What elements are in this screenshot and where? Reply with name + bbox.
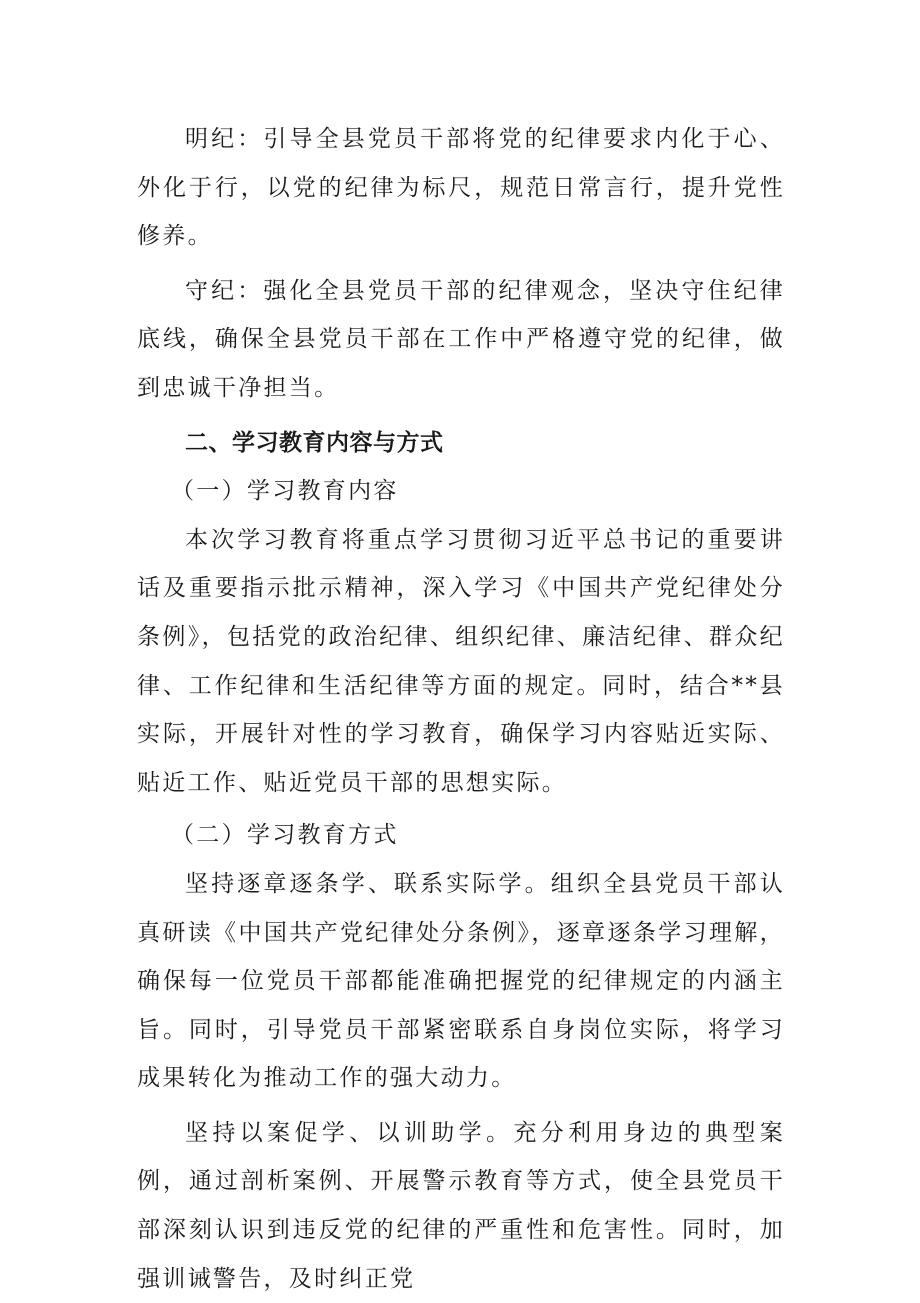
subsection-heading-2: （二）学习教育方式 [171,822,399,849]
paragraph-shouji: 守纪：强化全县党员干部的纪律观念，坚决守住纪律底线，确保全县党员干部在工作中严格遵守党的纪律，做到忠诚干净担当。 [137,277,785,401]
paragraph-method-2: 坚持以案促学、以训助学。充分利用身边的典型案例，通过剖析案例、开展警示教育等方式，使全县党员干部深刻认识到违反党的纪律的严重性和危害性。同时，加强训诫警告，及时纠正党 [137,1119,785,1292]
paragraph-mingji: 明纪：引导全县党员干部将党的纪律要求内化于心、外化于行，以党的纪律为标尺，规范日常言行，提升党性修养。 [137,126,785,250]
paragraph-method-1: 坚持逐章逐条学、联系实际学。组织全县党员干部认真研读《中国共产党纪律处分条例》，逐章逐条学习理解，确保每一位党员干部都能准确把握党的纪律规定的内涵主旨。同时，引导党员干部紧密联系自身岗位实际，将学习成果转化为推动工作的强大动力。 [137,870,785,1092]
document-body [137,115,785,1303]
subsection-heading-1: （一）学习教育内容 [171,478,399,505]
section-heading-2: 二、学习教育内容与方式 [185,429,444,456]
paragraph-content: 本次学习教育将重点学习贯彻习近平总书记的重要讲话及重要指示批示精神，深入学习《中国共产党纪律处分条例》，包括党的政治纪律、组织纪律、廉洁纪律、群众纪律、工作纪律和生活纪律等方面的规定。同时，结合**县实际，开展针对性的学习教育，确保学习内容贴近实际、贴近工作、贴近党员干部的思想实际。 [137,526,785,796]
